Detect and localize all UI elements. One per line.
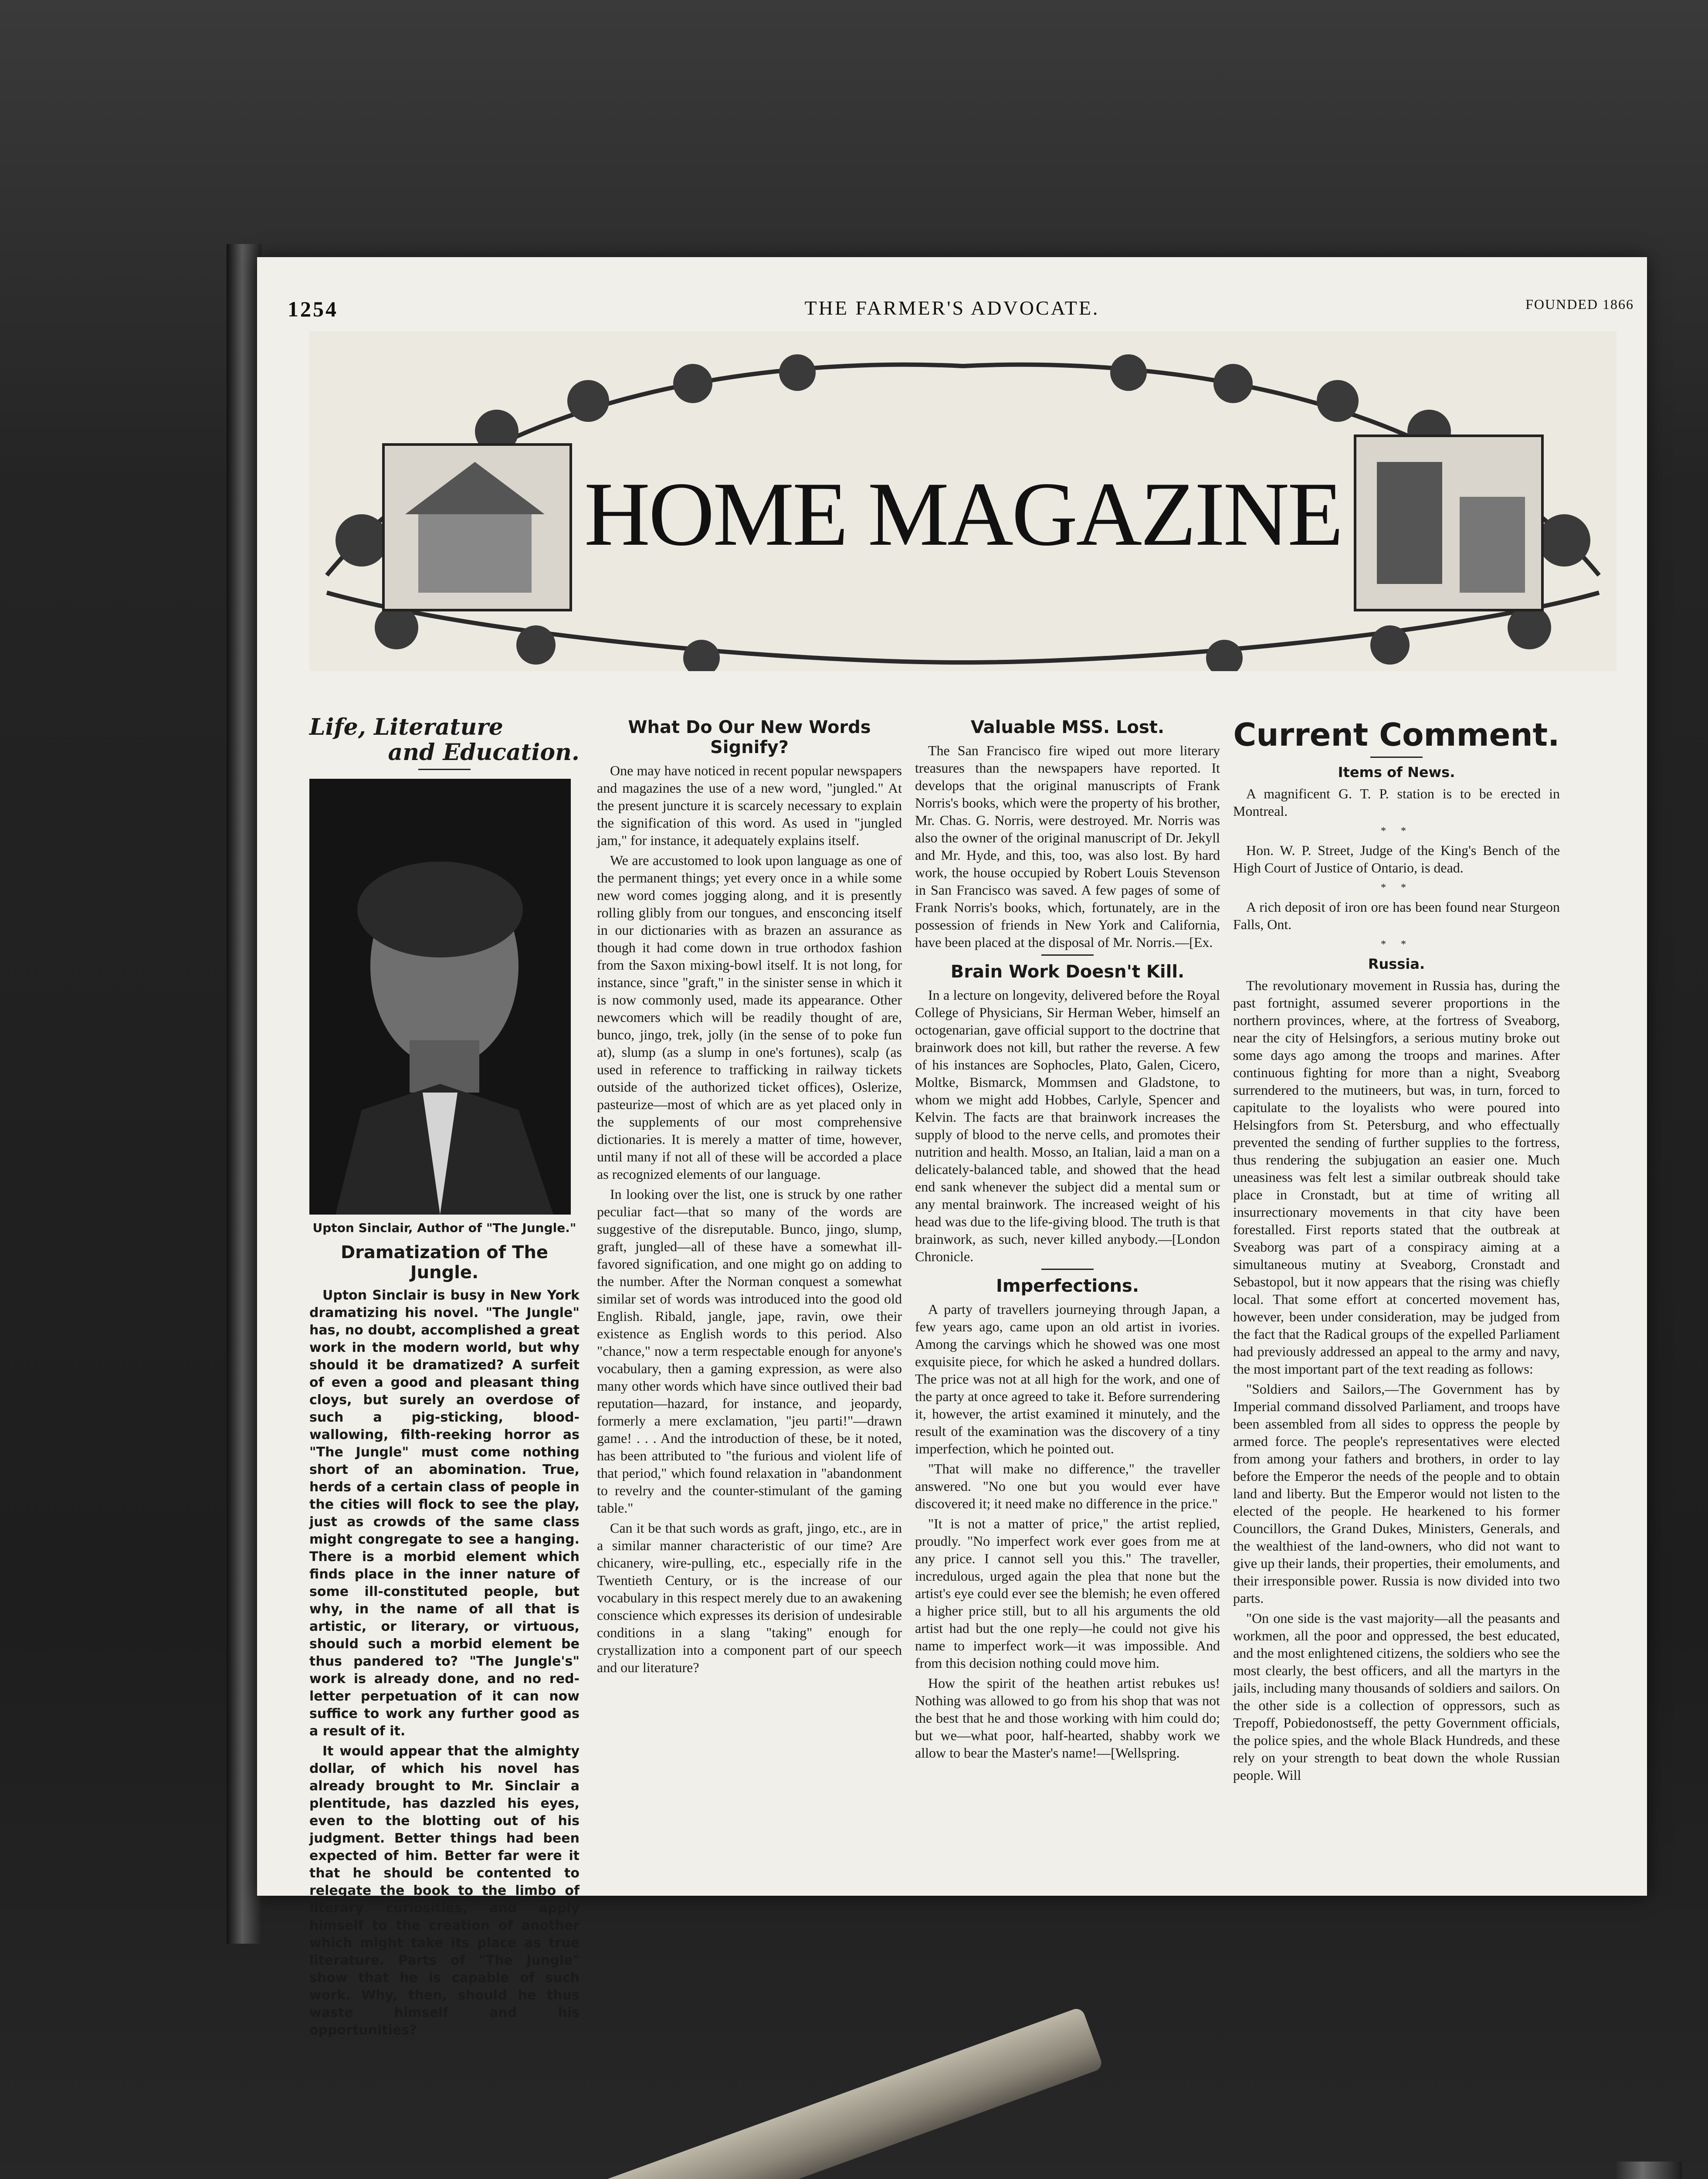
magazine-page: [257, 257, 1647, 2038]
article-paragraph: One may have noticed in recent popular newspapers and magazines the use of a new word, "jungled." At the present juncture it is scarcely necessary to explain the signification of this word. As used in "jungled jam," for instance, it adequately explains itself.: [597, 763, 902, 848]
article-paragraph: We are accustomed to look upon language as one of the permanent things; yet every once in a while some new word comes jogging along, and it is presently rolling glibly from our tongues, and ensconcing itself in our dictionaries with as brazen an assurance as though it had come down in true orthodox fashion from the Saxon mixing-bowl itself. It is not long, for instance, since "graft," in the sinister sense in which it is now commonly used, made its appearance. Other newcomers which will be readily thought of are, bunco, jingo, trek, jolly (in the sense of to poke fun at), slump (as a slump in one's fortunes), scalp (as used in reference to trafficking in railway tickets outside of the authorized ticket offices), Oslerize, pasteurize—most of which are as yet placed only in the supplements of our most comprehensive dictionaries. It is merely a matter of time, however, until many if not all of these will be accorded a place as recognized elements of our language.: [597, 852, 902, 1182]
star-separator: * *: [1381, 825, 1412, 837]
article-heading-brainwork: Brain Work Doesn't Kill.: [950, 962, 1185, 982]
news-item: A rich deposit of iron ore has been found near Sturgeon Falls, Ont.: [1233, 899, 1560, 932]
article-paragraph: In looking over the list, one is struck by one rather peculiar fact—that so many of the words are suggestive of the disreputable. Bunco, jingo, slump, graft, jungled—all of these have a somewhat ill-favored signification, and one might go on adding to the number. After the Norman conquest a somewhat similar set of words was introduced into the good old English. Ribald, jangle, jape, ravin, owe their existence as English words to this period. Also "chance," now a term respectable enough for anyone's vocabulary, then a gaming expression, as were also many other words which have since outlived their bad reputation—hazard, for instance, and jeopardy, formerly a mere exclamation, "jeu parti!"—drawn game! . . . And the introduction of these, be it noted, has been attributed to "the furious and violent life of that period," which found relaxation in "abandonment to revelry and the counter-stimulant of the gaming table.": [597, 1186, 902, 1516]
article-paragraph: "Soldiers and Sailors,—The Government has by Imperial command dissolved Parliament, and troops have been assembled from all sides to oppress the people by armed force. The people's representatives were elected from among your fathers and brothers, in order to lay before the Emperor the needs of the people and to obtain land and liberty. But the Emperor would not listen to the elected of the people. He hearkened to his former Councillors, the Grand Dukes, Ministers, Generals, and the wealthiest of the land-owners, who did not want to give up their lands, their properties, their emoluments, and their irresponsible power. Russia is now divided into two parts.: [1233, 1381, 1560, 1606]
article-paragraph: The revolutionary movement in Russia has, during the past fortnight, assumed severer proportions in the northern provinces, where, at the fortress of Sveaborg, near the city of Helsingfors, a serious mutiny broke out some days ago among the troops and marines. After continuous fighting for more than a night, Sveaborg surrendered to the mutineers, but was, in turn, forced to capitulate to the loyalists who were poured into Helsingfors from St. Petersburg, and who effectually prevented the sending of further supplies to the fortress, thus rendering the subjugation an easier one. Much uneasiness was felt lest a similar outbreak should take place in Cronstadt, but at time of writing all insurrectionary movements in that city have been forestalled. First reports stated that the outbreak at Sveaborg was part of a conspiracy aiming at a simultaneous mutiny at Sveaborg, Cronstadt and Sebastopol, but it now appears that the rising was chiefly local. That some effort at concerted movement has, however, been under consideration, may be judged from the fact that the Radical groups of the expelled Parliament had previously addressed an appeal to the army and navy, the most important part of the text reading as follows:: [1233, 977, 1560, 1377]
article-heading-jungle: Dramatization of The Jungle.: [340, 1242, 549, 1283]
article-paragraph: A party of travellers journeying through Japan, a few years ago, came upon an old artist in ivories. Among the carvings which he showed was one most exquisite piece, for which he asked a hundred dollars. The price was not at all high for the work, and one of the party at once agreed to take it. Before surrendering it, however, the artist examined it minutely, and the result of the examination was the discovery of a tiny imperfection, which he pointed out.: [915, 1301, 1220, 1456]
star-separator: * *: [1381, 882, 1412, 893]
article-paragraph: "That will make no difference," the traveller answered. "No one but you would ever have discovered it; it need make no difference in the price.": [915, 1461, 1220, 1511]
article-heading-words: What Do Our New Words Signify?: [628, 717, 871, 757]
items-of-news-heading: Items of News.: [1338, 764, 1455, 781]
section-title-line2: and Education.: [388, 739, 580, 766]
article-heading-mss: Valuable MSS. Lost.: [970, 717, 1165, 737]
russia-heading: Russia.: [1368, 956, 1425, 972]
article-paragraph: "On one side is the vast majority—all the peasants and workmen, all the poor and oppressed, the best educated, and the most enlightened citizens, the soldiers who see the most clearly, the best officers, and all the martyrs in the jails, including many thousands of soldiers and sailors. On the other side is a collection of oppressors, such as Trepoff, Pobiedonostseff, the petty Government officials, the police spies, and the whole Black Hundreds, and these rely on your strength to beat down the whole Russian people. Will: [1233, 1610, 1560, 1783]
divider: [418, 769, 471, 770]
running-header: [257, 296, 1647, 322]
section-title-line1: Life, Literature: [309, 714, 503, 740]
portrait-caption: Upton Sinclair, Author of "The Jungle.": [312, 1221, 576, 1235]
column-literature: [309, 715, 580, 2042]
column-misc-articles: [915, 715, 1220, 1764]
article-paragraph: Upton Sinclair is busy in New York dramatizing his novel. "The Jungle" has, no doubt, accomplished a great work in the modern world, but why should it be dramatized? A surfeit of even a good and pleasant thing cloys, but surely an overdose of such a pig-sticking, blood-wallowing, filth-reeking horror as "The Jungle" must come nothing short of an abomination. True, herds of a certain class of people in the cities will flock to see the play, just as crowds of the same class might congregate to see a hanging. There is a morbid element which finds place in the inner nature of some ill-constituted people, but why, in the name of all that is artistic, or literary, or virtuous, should such a morbid element be thus pandered to? "The Jungle's" work is already done, and no red-letter perpetuation of it can now suffice to work any further good as a result of it.: [309, 1288, 580, 1739]
divider: [1041, 1269, 1094, 1270]
news-item: Hon. W. P. Street, Judge of the King's Bench of the High Court of Justice of Ontario, is dead.: [1233, 842, 1560, 876]
publication-title: THE FARMER'S ADVOCATE.: [804, 297, 1100, 319]
portrait-photo: [309, 779, 571, 1215]
page-number: 1254: [288, 297, 338, 321]
foreground-object: [1616, 2162, 1682, 2179]
column-new-words: [597, 715, 902, 1679]
divider: [1041, 954, 1094, 956]
article-paragraph: Can it be that such words as graft, jingo, etc., are in a similar manner characteristic of our time? Are chicanery, wire-pulling, etc., especially rife in the Twentieth Century, or is the increase of our vocabulary in this respect merely due to an awakening conscience which expresses its derision of undesirable conditions in a slang "taking" enough for crystallization into a component part of our speech and our literature?: [597, 1520, 902, 1675]
column-current-comment: [1233, 715, 1560, 1786]
divider: [1370, 757, 1423, 758]
star-separator: * *: [1381, 939, 1412, 950]
masthead-title: HOME MAGAZINE: [584, 464, 1342, 565]
current-comment-heading: Current Comment.: [1233, 716, 1560, 753]
home-magazine-banner: [309, 331, 1616, 671]
article-paragraph: How the spirit of the heathen artist rebukes us! Nothing was allowed to go from his shop that was not the best that he and those working with him could do; but we—what poor, half-hearted, shabby work we allow to bear the Master's name!—[Wellspring.: [915, 1675, 1220, 1761]
article-paragraph: In a lecture on longevity, delivered before the Royal College of Physicians, Sir Herman Weber, himself an octogenarian, gave official support to the doctrine that brainwork does not kill, but rather the reverse. A few of his instances are Sophocles, Plato, Galen, Cicero, Moltke, Bismarck, Mommsen and Gladstone, to whom we might add Hobbes, Carlyle, Spencer and Kelvin. The facts are that brainwork increases the supply of blood to the nerve cells, and promotes their nutrition and health. Mosso, an Italian, laid a man on a delicately-balanced table, and showed that the head end sank whenever the subject did a mental sum or any mental brainwork. The increased weight of his head was due to the life-giving blood. The truth is that brainwork, as such, never killed anybody.—[London Chronicle.: [915, 987, 1220, 1264]
article-paragraph: It would appear that the almighty dollar, of which his novel has already brought to Mr. Sinclair a plentitude, has dazzled his eyes, even to the blotting out of his judgment. Better things had been expected of him. Better far were it that he should be contented to relegate the book to the limbo of literary curiosities, and apply himself to the creation of another which might take its place as true literature. Parts of "The Jungle" show that he is capable of such work. Why, then, should he thus waste himself and his opportunities?: [309, 1744, 580, 2038]
book-binding: [227, 244, 261, 1944]
founded-year: FOUNDED 1866: [1525, 296, 1634, 312]
news-item: A magnificent G. T. P. station is to be erected in Montreal.: [1233, 786, 1560, 819]
article-paragraph: The San Francisco fire wiped out more literary treasures than the newspapers have reported. It develops that the original manuscripts of Frank Norris's books, which were the property of his brother, Mr. Chas. G. Norris, were destroyed. Mr. Norris was also the owner of the original manuscript of Dr. Jekyll and Mr. Hyde, and this, too, was also lost. By hard work, the house occupied by Robert Louis Stevenson in San Francisco was saved. A few pages of some of Frank Norris's books, which, fortunately, are in the possession of friends in New York and California, have been placed at the disposal of Mr. Norris.—[Ex.: [915, 743, 1220, 950]
article-paragraph: "It is not a matter of price," the artist replied, proudly. "No imperfect work ever goes from me at any price. I cannot sell you this." The traveller, incredulous, urged again the plea that none but the artist's eye could ever see the blemish; he even offered a higher price still, but to all his arguments the old artist had but the one reply—he could not give his name to imperfect work—it was impossible. And from this decision nothing could move him.: [915, 1516, 1220, 1671]
article-heading-imperfections: Imperfections.: [996, 1276, 1139, 1296]
